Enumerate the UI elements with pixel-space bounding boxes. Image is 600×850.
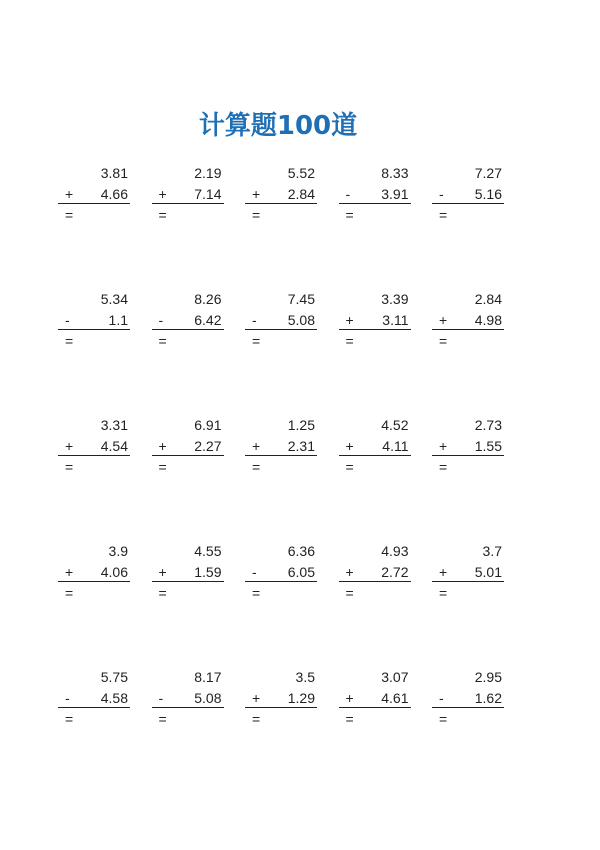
arithmetic-problem bbox=[339, 412, 411, 482]
answer-line bbox=[432, 581, 504, 582]
first-operand: 2.95 bbox=[474, 669, 502, 685]
operator-sign: - bbox=[439, 690, 444, 706]
equals-sign: = bbox=[439, 207, 448, 223]
equals-sign: = bbox=[252, 333, 261, 349]
arithmetic-problem bbox=[58, 538, 130, 608]
answer-line bbox=[339, 707, 411, 708]
answer-line bbox=[152, 329, 224, 330]
first-operand: 5.52 bbox=[287, 165, 315, 181]
second-operand: 2.84 bbox=[287, 186, 315, 202]
arithmetic-problem bbox=[152, 412, 224, 482]
operator-sign: + bbox=[345, 438, 354, 454]
answer-line bbox=[58, 455, 130, 456]
first-operand: 4.93 bbox=[381, 543, 409, 559]
answer-line bbox=[245, 203, 317, 204]
second-operand: 5.16 bbox=[474, 186, 502, 202]
answer-line bbox=[58, 203, 130, 204]
answer-line bbox=[58, 581, 130, 582]
problem-row bbox=[58, 286, 518, 356]
operator-sign: - bbox=[158, 312, 164, 328]
arithmetic-problem bbox=[58, 664, 130, 734]
second-operand: 3.11 bbox=[382, 312, 409, 328]
answer-line bbox=[339, 455, 411, 456]
first-operand: 8.26 bbox=[194, 291, 222, 307]
arithmetic-problem bbox=[58, 412, 130, 482]
problem-row bbox=[58, 160, 518, 230]
arithmetic-problem bbox=[245, 286, 317, 356]
second-operand: 2.27 bbox=[194, 438, 222, 454]
answer-line bbox=[152, 203, 224, 204]
arithmetic-problem bbox=[432, 412, 504, 482]
first-operand: 3.39 bbox=[381, 291, 409, 307]
equals-sign: = bbox=[158, 333, 167, 349]
second-operand: 4.06 bbox=[100, 564, 128, 580]
arithmetic-problem bbox=[432, 538, 504, 608]
answer-line bbox=[339, 203, 411, 204]
second-operand: 5.08 bbox=[194, 690, 222, 706]
operator-sign: + bbox=[158, 186, 167, 202]
operator-sign: + bbox=[345, 312, 354, 328]
equals-sign: = bbox=[158, 711, 167, 727]
equals-sign: = bbox=[345, 207, 354, 223]
operator-sign: + bbox=[158, 438, 167, 454]
operator-sign: + bbox=[439, 312, 448, 328]
second-operand: 4.66 bbox=[100, 186, 128, 202]
equals-sign: = bbox=[345, 333, 354, 349]
second-operand: 4.98 bbox=[474, 312, 502, 328]
equals-sign: = bbox=[439, 333, 448, 349]
first-operand: 3.5 bbox=[295, 669, 315, 685]
arithmetic-problem bbox=[152, 160, 224, 230]
answer-line bbox=[432, 203, 504, 204]
first-operand: 7.27 bbox=[474, 165, 502, 181]
operator-sign: - bbox=[252, 564, 257, 580]
arithmetic-problem bbox=[152, 286, 224, 356]
page-title: 计算题100道 bbox=[198, 111, 358, 141]
second-operand: 2.72 bbox=[381, 564, 409, 580]
operator-sign: + bbox=[65, 564, 74, 580]
operator-sign: + bbox=[439, 438, 448, 454]
operator-sign: + bbox=[252, 690, 261, 706]
arithmetic-problem bbox=[245, 538, 317, 608]
answer-line bbox=[432, 455, 504, 456]
first-operand: 4.52 bbox=[381, 417, 409, 433]
equals-sign: = bbox=[65, 585, 74, 601]
equals-sign: = bbox=[252, 585, 261, 601]
answer-line bbox=[152, 455, 224, 456]
arithmetic-problem bbox=[58, 160, 130, 230]
operator-sign: + bbox=[345, 690, 354, 706]
second-operand: 3.91 bbox=[381, 186, 409, 202]
answer-line bbox=[245, 581, 317, 582]
equals-sign: = bbox=[65, 459, 74, 475]
arithmetic-problem bbox=[339, 664, 411, 734]
answer-line bbox=[339, 581, 411, 582]
equals-sign: = bbox=[158, 585, 167, 601]
equals-sign: = bbox=[65, 711, 74, 727]
equals-sign: = bbox=[252, 459, 261, 475]
first-operand: 2.84 bbox=[474, 291, 502, 307]
operator-sign: + bbox=[252, 438, 261, 454]
operator-sign: + bbox=[439, 564, 448, 580]
arithmetic-problem bbox=[152, 538, 224, 608]
first-operand: 7.45 bbox=[287, 291, 315, 307]
second-operand: 1.55 bbox=[474, 438, 502, 454]
first-operand: 8.33 bbox=[381, 165, 409, 181]
second-operand: 1.29 bbox=[287, 690, 315, 706]
second-operand: 5.08 bbox=[287, 312, 315, 328]
equals-sign: = bbox=[65, 333, 74, 349]
second-operand: 2.31 bbox=[287, 438, 315, 454]
equals-sign: = bbox=[252, 207, 261, 223]
operator-sign: - bbox=[65, 690, 70, 706]
arithmetic-problem bbox=[339, 160, 411, 230]
answer-line bbox=[432, 329, 504, 330]
second-operand: 4.54 bbox=[100, 438, 128, 454]
operator-sign: + bbox=[252, 186, 261, 202]
first-operand: 2.19 bbox=[194, 165, 222, 181]
first-operand: 3.07 bbox=[381, 669, 409, 685]
equals-sign: = bbox=[158, 207, 167, 223]
second-operand: 4.58 bbox=[100, 690, 128, 706]
answer-line bbox=[58, 329, 130, 330]
answer-line bbox=[339, 329, 411, 330]
operator-sign: - bbox=[158, 690, 164, 706]
operator-sign: + bbox=[345, 564, 354, 580]
operator-sign: + bbox=[65, 438, 74, 454]
arithmetic-problem bbox=[432, 160, 504, 230]
equals-sign: = bbox=[439, 711, 448, 727]
first-operand: 5.34 bbox=[100, 291, 128, 307]
problem-row bbox=[58, 664, 518, 734]
first-operand: 3.9 bbox=[108, 543, 128, 559]
first-operand: 8.17 bbox=[194, 669, 222, 685]
operator-sign: - bbox=[252, 312, 257, 328]
equals-sign: = bbox=[439, 459, 448, 475]
first-operand: 1.25 bbox=[287, 417, 315, 433]
arithmetic-problem bbox=[152, 664, 224, 734]
second-operand: 5.01 bbox=[474, 564, 502, 580]
first-operand: 3.7 bbox=[482, 543, 502, 559]
answer-line bbox=[58, 707, 130, 708]
second-operand: 1.1 bbox=[108, 312, 128, 328]
arithmetic-problem bbox=[339, 538, 411, 608]
answer-line bbox=[432, 707, 504, 708]
arithmetic-problem bbox=[432, 286, 504, 356]
equals-sign: = bbox=[252, 711, 261, 727]
first-operand: 6.36 bbox=[287, 543, 315, 559]
operator-sign: + bbox=[65, 186, 74, 202]
equals-sign: = bbox=[345, 585, 354, 601]
second-operand: 1.59 bbox=[194, 564, 222, 580]
first-operand: 6.91 bbox=[194, 417, 222, 433]
first-operand: 3.81 bbox=[100, 165, 128, 181]
second-operand: 4.61 bbox=[381, 690, 409, 706]
first-operand: 3.31 bbox=[100, 417, 128, 433]
problem-row bbox=[58, 538, 518, 608]
first-operand: 2.73 bbox=[474, 417, 502, 433]
second-operand: 7.14 bbox=[194, 186, 222, 202]
answer-line bbox=[245, 707, 317, 708]
equals-sign: = bbox=[65, 207, 74, 223]
operator-sign: + bbox=[158, 564, 167, 580]
answer-line bbox=[152, 581, 224, 582]
answer-line bbox=[152, 707, 224, 708]
problem-row bbox=[58, 412, 518, 482]
equals-sign: = bbox=[345, 459, 354, 475]
operator-sign: - bbox=[345, 186, 351, 202]
second-operand: 6.42 bbox=[194, 312, 222, 328]
equals-sign: = bbox=[345, 711, 354, 727]
first-operand: 5.75 bbox=[100, 669, 128, 685]
arithmetic-problem bbox=[245, 160, 317, 230]
answer-line bbox=[245, 455, 317, 456]
second-operand: 4.11 bbox=[382, 438, 409, 454]
operator-sign: - bbox=[65, 312, 70, 328]
arithmetic-problem bbox=[58, 286, 130, 356]
arithmetic-problem bbox=[245, 412, 317, 482]
equals-sign: = bbox=[158, 459, 167, 475]
answer-line bbox=[245, 329, 317, 330]
second-operand: 6.05 bbox=[287, 564, 315, 580]
arithmetic-problem bbox=[339, 286, 411, 356]
arithmetic-problem bbox=[245, 664, 317, 734]
first-operand: 4.55 bbox=[194, 543, 222, 559]
second-operand: 1.62 bbox=[474, 690, 502, 706]
operator-sign: - bbox=[439, 186, 444, 202]
arithmetic-problem bbox=[432, 664, 504, 734]
equals-sign: = bbox=[439, 585, 448, 601]
